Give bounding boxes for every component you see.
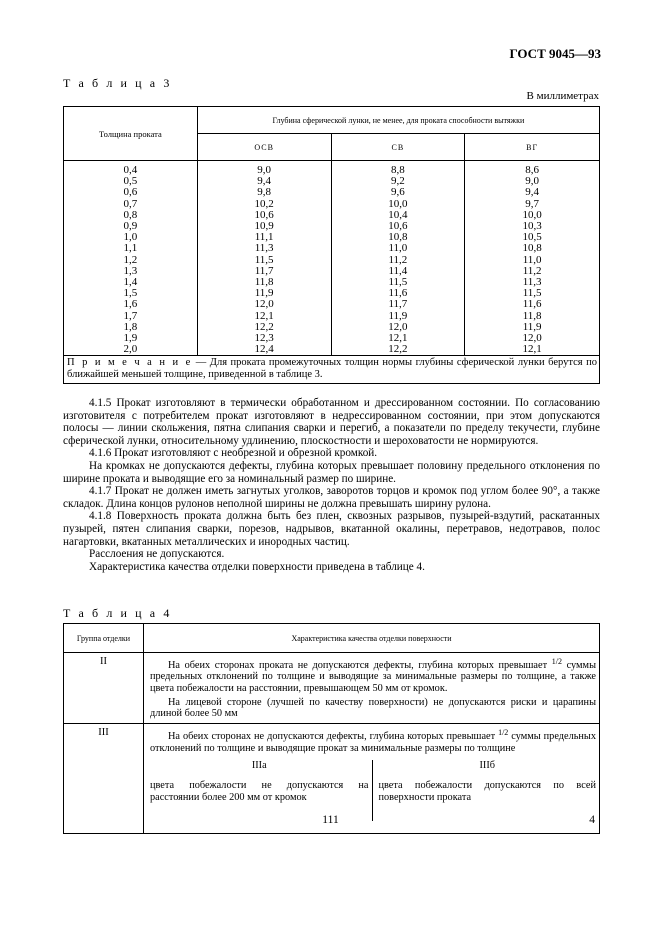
table-cell: 11,5 [465,288,600,299]
table4-caption: Т а б л и ц а 4 [63,606,172,620]
table-cell: 1,1 [64,243,198,254]
table-cell: 9,0 [197,161,331,177]
table-cell: 10,4 [331,210,465,221]
table-cell: 11,2 [465,266,600,277]
table-cell: 10,6 [197,210,331,221]
table-cell: 11,9 [197,288,331,299]
table-cell: 0,6 [64,187,198,198]
fraction: 1/2 [498,728,509,738]
table-cell: 2,0 [64,344,198,356]
col-vg-header: ВГ [465,134,600,161]
paragraph-4-1-6-cont: На кромках не допускаются дефекты, глубина которых превышает половину предельного отклонения по ширине проката и выводящие его за номинальный размер по ширине. [63,459,600,485]
paragraph-4-1-5: 4.1.5 Прокат изготовляют в термически обработанном и дрессированном состоянии. По согласованию изготовителя с потребителем прокат изготовляют в недрессированном состоянии, при этом допускаются полосы — линии скольжения, пятна слипания сварки и перегиб, а показатели по пределу текучести, глубине сферической лунки, относительному удлинению, плоскостности и шероховатости не нормируются. [63,397,600,447]
table-cell: 12,1 [465,344,600,356]
table-cell: 11,7 [197,266,331,277]
subgroups [144,760,599,821]
table-cell: 11,3 [465,277,600,288]
paragraph-4-1-7: 4.1.7 Прокат не должен иметь загнутых уголков, заворотов торцов и кромок под углом более 90°, а также складок. Длина концов рулонов неполной ширины не должна превышать ширину рулона. [63,485,600,510]
table-row [64,199,600,210]
table3-caption: Т а б л и ц а 3 [63,76,172,90]
table-row [64,161,600,177]
table-cell: 10,2 [197,199,331,210]
table-row [64,232,600,243]
table-cell: 9,8 [197,187,331,198]
table-cell: 11,1 [197,232,331,243]
subgroup-IIIa-text: цвета побежалости не допускаются на расстоянии более 200 мм от кромок [150,780,369,803]
col-sv-header: СВ [331,134,465,161]
table-row [64,311,600,322]
table3-note [64,356,600,384]
fraction: 1/2 [551,657,562,666]
table-cell: 9,4 [465,187,600,198]
subgroup-IIIa [144,760,372,821]
table-cell: 1,5 [64,288,198,299]
subgroup-IIIb-label: IIIб [479,760,496,772]
table-cell: 1,4 [64,277,198,288]
table-cell: 10,8 [465,243,600,254]
table-row [64,187,600,198]
paragraph-4-1-6: 4.1.6 Прокат изготовляют с необрезной и обрезной кромкой. [89,447,378,460]
table-cell: 0,8 [64,210,198,221]
paragraph-4-1-8-c: Характеристика качества отделки поверхности приведена в таблице 4. [89,560,425,573]
page-number: 111 [322,814,339,826]
table-cell: 0,4 [64,161,198,177]
col-osv-header: ОСВ [197,134,331,161]
table-cell: 11,8 [465,311,600,322]
table-cell: 10,9 [197,221,331,232]
table-cell: 1,3 [64,266,198,277]
subgroup-IIIb-text: цвета побежалости допускаются по всей поверхности проката [378,780,596,803]
table-row [64,299,600,310]
row2-text-b: суммы предельных отклонений по толщине и выводящие за минимальные размеры по толщине, а также цвета побежалости на расстоянии, превышающем 50 мм от кромок. [150,660,596,694]
table-cell: 11,0 [465,255,600,266]
row2-text-2: На лицевой стороне (лучшей по качеству поверхности) не допускаются риски и царапины длиной более 50 мм [150,696,596,720]
table-cell: 11,3 [197,243,331,254]
subgroup-IIIb [372,760,600,821]
table-row [64,243,600,254]
table-cell: 12,1 [331,333,465,344]
row2-text-a: На обеих сторонах проката не допускаются дефекты, глубина которых превышает [168,660,552,671]
table-cell: 1,6 [64,299,198,310]
table-cell: 9,4 [197,176,331,187]
table-cell: 1,9 [64,333,198,344]
corner-number: 4 [589,814,595,826]
table-cell: 12,2 [331,344,465,356]
table-row [64,255,600,266]
table-cell: 12,3 [197,333,331,344]
table-cell: 12,0 [197,299,331,310]
table-cell: 11,5 [331,277,465,288]
table-row [64,288,600,299]
table-cell: 11,9 [331,311,465,322]
table4 [63,623,600,834]
table-cell: 10,6 [331,221,465,232]
row3-text-b: суммы предельных отклонений по толщине и выводящие прокат за минимальные размеры по толщине [150,731,596,754]
table-cell: 10,0 [465,210,600,221]
paragraph-4-1-8: 4.1.8 Поверхность проката должна быть без плен, сквозных разрывов, пузырей-вздутий, раскатанных пузырей, пятен слипания сварки, порезов, надрывов, вкатанной окалины, перетравов, недотравов, полос нагартовки, вкатанных металлических и инородных частиц. [63,510,600,548]
col-char-header: Характеристика качества отделки поверхности [144,624,600,653]
table-cell: 10,0 [331,199,465,210]
table-cell: 11,9 [465,322,600,333]
table-cell: 11,0 [331,243,465,254]
table-row [64,344,600,356]
table-cell: 1,0 [64,232,198,243]
row3-text-a: На обеих сторонах не допускаются дефекты, глубина которых превышает [168,731,499,743]
table-cell: 9,0 [465,176,600,187]
body-text [63,397,600,573]
table-cell: 11,4 [331,266,465,277]
group-II-text [144,653,600,724]
table-row [64,266,600,277]
table-row [64,333,600,344]
subgroup-IIIa-label: IIIа [251,760,267,772]
group-III: III [64,724,144,833]
table-row [64,176,600,187]
table-cell: 9,6 [331,187,465,198]
table-cell: 10,8 [331,232,465,243]
table-cell: 10,3 [465,221,600,232]
col-depth-header: Глубина сферической лунки, не менее, для проката способности вытяжки [197,107,599,134]
table-cell: 11,2 [331,255,465,266]
table-cell: 9,7 [465,199,600,210]
note-text: — Для проката промежуточных толщин нормы глубины сферической лунки берутся по ближайшей меньшей толщине, приведенной в таблице 3. [67,357,597,381]
table-cell: 12,0 [465,333,600,344]
table-cell: 0,9 [64,221,198,232]
group-II: II [64,653,144,724]
table-cell: 1,7 [64,311,198,322]
table-cell: 11,6 [331,288,465,299]
table-cell: 10,5 [465,232,600,243]
table-cell: 0,5 [64,176,198,187]
table-cell: 8,8 [331,161,465,177]
table-cell: 11,7 [331,299,465,310]
table-cell: 12,4 [197,344,331,356]
table-cell: 11,6 [465,299,600,310]
table3 [63,106,600,384]
table-cell: 12,0 [331,322,465,333]
table-cell: 0,7 [64,199,198,210]
table-cell: 12,2 [197,322,331,333]
table-row [64,322,600,333]
table-row [64,221,600,232]
table-cell: 1,2 [64,255,198,266]
table-row [64,277,600,288]
table-cell: 12,1 [197,311,331,322]
paragraph-4-1-8-b: Расслоения не допускаются. [89,548,225,561]
note-label: П р и м е ч а н и е [67,357,193,369]
table-cell: 11,8 [197,277,331,288]
table-row [64,210,600,221]
table3-units: В миллиметрах [526,90,599,102]
standard-header: ГОСТ 9045—93 [509,46,601,61]
col-group-header: Группа отделки [64,624,144,653]
table-cell: 8,6 [465,161,600,177]
table-cell: 1,8 [64,322,198,333]
col-thickness-header: Толщина проката [64,107,198,161]
table-cell: 9,2 [331,176,465,187]
table-cell: 11,5 [197,255,331,266]
